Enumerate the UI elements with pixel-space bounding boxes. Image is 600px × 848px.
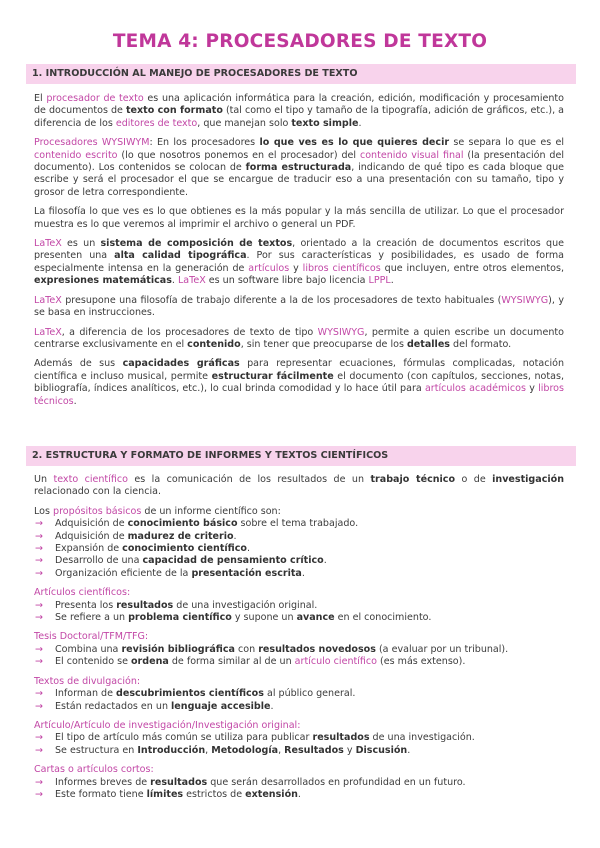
cortos-list (34, 777, 564, 802)
arrow-icon: → (35, 744, 43, 756)
list-item: → Adquisición de madurez de criterio. (35, 530, 237, 542)
paragraph-wysiwym: Procesadores WYSIWYM: En los procesadores lo que ves es lo que quieres decir se separa lo que es el contenido escrito (lo que nosotros ponemos en el procesador) del contenido visual final (la presentación del documento). Los contenidos se colocan de forma estructurada, indicando de qué tipo es cada bloque que escribe y será el procesador el que se encargue de traducir eso a una presentación con su tamaño, tipo y grosor de letra correspondiente. (34, 137, 564, 198)
arrow-icon: → (35, 599, 43, 611)
list-item: → Adquisición de conocimiento básico sobre el tema trabajado. (35, 518, 359, 530)
arrow-icon: → (35, 700, 43, 712)
arrow-icon: → (35, 643, 43, 655)
divulgacion-list (34, 688, 564, 713)
arrow-icon: → (35, 518, 43, 530)
arrow-icon: → (35, 530, 43, 542)
subheading-cartas: Cartas o artículos cortos: (34, 764, 154, 776)
paragraph-latex-filosofia: LaTeX presupone una filosofía de trabajo diferente a la de los procesadores de texto habituales (WYSIWYG), y se basa en instrucciones. (34, 294, 564, 319)
arrow-icon: → (35, 543, 43, 555)
subheading-investigacion-original: Artículo/Artículo de investigación/Investigación original: (34, 719, 301, 731)
original-list (34, 732, 564, 757)
arrow-icon: → (35, 612, 43, 624)
arrow-icon: → (35, 688, 43, 700)
list-item: → Se refiere a un problema científico y supone un avance en el conocimiento. (35, 612, 432, 624)
arrow-icon: → (35, 656, 43, 668)
paragraph-filosofia: La filosofía lo que ves es lo que obtienes es la más popular y la más sencilla de utilizar. Lo que el procesador muestra es lo que veremos al imprimir el archivo o general un PDF. (34, 206, 564, 230)
purposes-intro: Los propósitos básicos de un informe científico son: (34, 505, 281, 517)
arrow-icon: → (35, 567, 43, 579)
list-item: → Se estructura en Introducción, Metodología, Resultados y Discusión. (35, 744, 411, 756)
paragraph-texto-cientifico: Un texto científico es la comunicación de los resultados de un trabajo técnico o de investigación relacionado con la ciencia. (34, 474, 564, 498)
articulos-block (34, 587, 564, 624)
list-item: → Informes breves de resultados que serán desarrollados en profundidad en un futuro. (35, 776, 466, 788)
list-item: → Expansión de conocimiento científico. (35, 543, 250, 555)
subheading-divulgacion: Textos de divulgación: (34, 675, 141, 687)
arrow-icon: → (35, 555, 43, 567)
section-2-content (34, 474, 564, 808)
tesis-block (34, 631, 564, 668)
section-heading-estructura: 2. ESTRUCTURA Y FORMATO DE INFORMES Y TEXTOS CIENTÍFICOS (26, 446, 576, 466)
paragraph-latex-definicion: LaTeX es un sistema de composición de textos, orientado a la creación de documentos escritos que presenten una alta calidad tipográfica. Por sus características y posibilidades, es usado de forma especialmente intensa en la generación de artículos y libros científicos que incluyen, entre otros elementos, expresiones matemáticas. LaTeX es un software libre bajo licencia LPPL. (34, 238, 564, 287)
divulgacion-block (34, 676, 564, 713)
arrow-icon: → (35, 788, 43, 800)
arrow-icon: → (35, 776, 43, 788)
original-block (34, 720, 564, 757)
purposes-list (34, 518, 564, 580)
list-item: → Este formato tiene límites estrictos de extensión. (35, 788, 301, 800)
list-item: → El contenido se ordena de forma similar al de un artículo científico (es más extenso). (35, 656, 466, 668)
paragraph-procesador-definicion: El procesador de texto es una aplicación informática para la creación, edición, modificación y procesamiento de documentos de texto con formato (tal como el tipo y tamaño de la tipografía, adición de gráficos, etc.), a diferencia de los editores de texto, que manejan solo texto simple. (34, 93, 564, 129)
tesis-list (34, 644, 564, 669)
articulos-list (34, 600, 564, 625)
purposes-block (34, 506, 564, 580)
page-title: TEMA 4: PROCESADORES DE TEXTO (112, 31, 488, 52)
list-item: → Presenta los resultados de una investigación original. (35, 599, 318, 611)
subheading-articulos: Artículos científicos: (34, 587, 131, 599)
list-item: → El tipo de artículo más común se utiliza para publicar resultados de una investigación. (35, 732, 475, 744)
list-item: → Informan de descubrimientos científicos al público general. (35, 688, 356, 700)
subheading-tesis: Tesis Doctoral/TFM/TFG: (34, 631, 149, 643)
section-1-content (34, 93, 564, 415)
section-heading-introduccion: 1. INTRODUCCIÓN AL MANEJO DE PROCESADORES DE TEXTO (26, 64, 576, 84)
list-item: → Desarrollo de una capacidad de pensamiento crítico. (35, 555, 327, 567)
cortos-block (34, 764, 564, 801)
list-item: → Están redactados en un lenguaje accesible. (35, 700, 274, 712)
paragraph-latex-capacidades: Además de sus capacidades gráficas para representar ecuaciones, fórmulas complicadas, notación científica e incluso musical, permite estructurar fácilmente el documento (con capítulos, secciones, notas, bibliografía, índices analíticos, etc.), lo cual brinda comodidad y lo hace útil para artículos académicos y libros técnicos. (34, 358, 565, 407)
arrow-icon: → (35, 732, 43, 744)
list-item: → Organización eficiente de la presentación escrita. (35, 567, 305, 579)
list-item: → Combina una revisión bibliográfica con resultados novedosos (a evaluar por un tribunal). (35, 643, 509, 655)
paragraph-latex-contenido: LaTeX, a diferencia de los procesadores de texto de tipo WYSIWYG, permite a quien escribe un documento centrarse exclusivamente en el contenido, sin tener que preocuparse de los detalles del formato. (34, 326, 564, 350)
